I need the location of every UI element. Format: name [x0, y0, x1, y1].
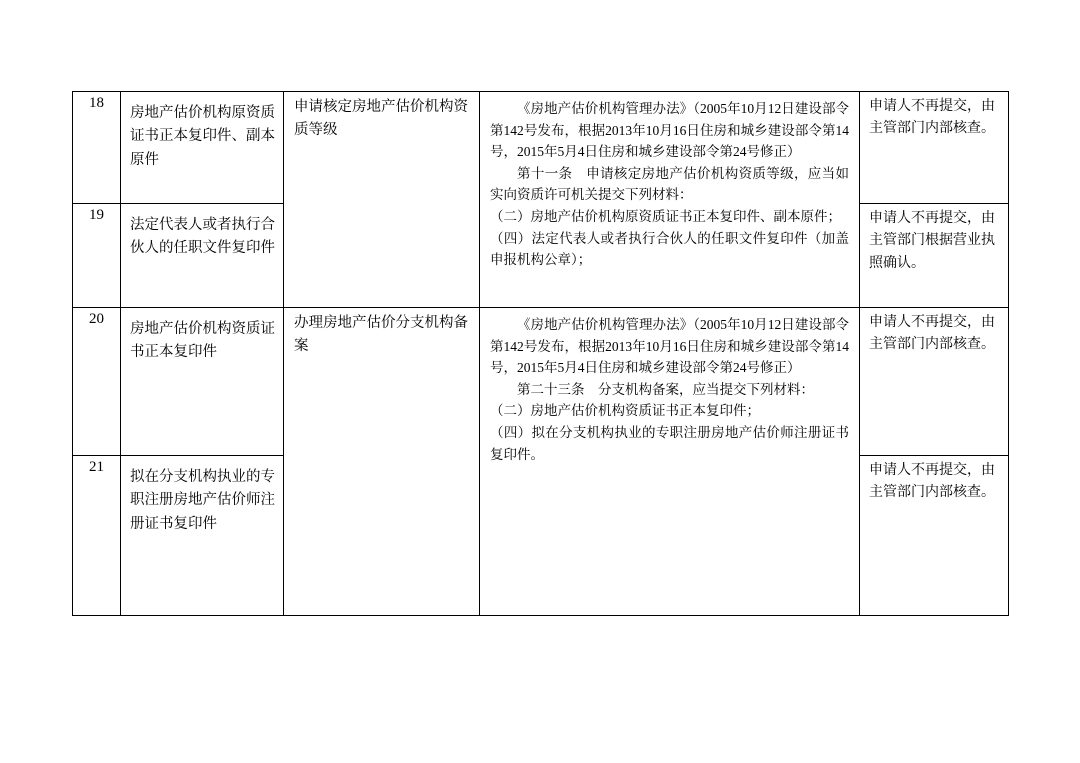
row-number: 21: [89, 459, 104, 475]
row-item-text: 房地产估价机构资质证书正本复印件: [130, 321, 275, 361]
row-note-cell: [860, 92, 1009, 204]
basis-paragraph-1: 《房地产估价机构管理办法》（2005年10月12日建设部令第142号发布，根据2013年10月16日住房和城乡建设部令第14号，2015年5月4日住房和城乡建设部令第24号修正）: [490, 317, 849, 376]
table-row: [73, 308, 1009, 456]
row-item-cell: [121, 456, 284, 616]
row-note-text: 申请人不再提交，由主管部门内部核查。: [869, 99, 995, 137]
row-basis-cell: [480, 92, 860, 308]
requirements-table: [72, 91, 1009, 616]
row-basis-text: [480, 92, 859, 277]
row-item-cell: [121, 204, 284, 308]
basis-paragraph-4: （四）法定代表人或者执行合伙人的任职文件复印件（加盖申报机构公章）；: [490, 230, 849, 268]
row-note-cell: [860, 456, 1009, 616]
basis-paragraph-3: （二）房地产估价机构资质证书正本复印件；: [490, 403, 760, 419]
row-note-text: 申请人不再提交，由主管部门根据营业执照确认。: [869, 211, 995, 271]
row-item-text: 法定代表人或者执行合伙人的任职文件复印件: [130, 217, 275, 257]
basis-paragraph-2: 第十一条 申请核定房地产估价机构资质等级，应当如实向资质许可机关提交下列材料：: [490, 165, 849, 203]
row-note-text: 申请人不再提交，由主管部门内部核查。: [869, 315, 995, 353]
row-number-cell: [73, 204, 121, 308]
row-basis-cell: [480, 308, 860, 616]
table-row: [73, 92, 1009, 204]
basis-paragraph-1: 《房地产估价机构管理办法》（2005年10月12日建设部令第142号发布，根据2013年10月16日住房和城乡建设部令第14号，2015年5月4日住房和城乡建设部令第24号修正）: [490, 101, 849, 160]
row-item-cell: [121, 92, 284, 204]
row-item-cell: [121, 308, 284, 456]
row-number-cell: [73, 456, 121, 616]
row-matter-text: 办理房地产估价分支机构备案: [294, 315, 468, 355]
row-matter-cell: [284, 92, 480, 308]
row-number: 20: [89, 311, 104, 327]
basis-paragraph-4: （四）拟在分支机构执业的专职注册房地产估价师注册证书复印件。: [490, 424, 849, 462]
row-number-cell: [73, 92, 121, 204]
row-number: 19: [89, 207, 104, 223]
row-number: 18: [89, 95, 104, 111]
basis-paragraph-2: 第二十三条 分支机构备案，应当提交下列材料：: [517, 381, 814, 397]
basis-paragraph-3: （二）房地产估价机构原资质证书正本复印件、副本原件；: [490, 208, 841, 224]
row-note-text: 申请人不再提交，由主管部门内部核查。: [869, 463, 995, 501]
row-basis-text: [480, 308, 859, 471]
row-matter-text: 申请核定房地产估价机构资质等级: [294, 99, 468, 139]
row-number-cell: [73, 308, 121, 456]
row-matter-cell: [284, 308, 480, 616]
row-note-cell: [860, 308, 1009, 456]
row-note-cell: [860, 204, 1009, 308]
row-item-text: 拟在分支机构执业的专职注册房地产估价师注册证书复印件: [130, 469, 275, 532]
row-item-text: 房地产估价机构原资质证书正本复印件、副本原件: [130, 105, 275, 168]
